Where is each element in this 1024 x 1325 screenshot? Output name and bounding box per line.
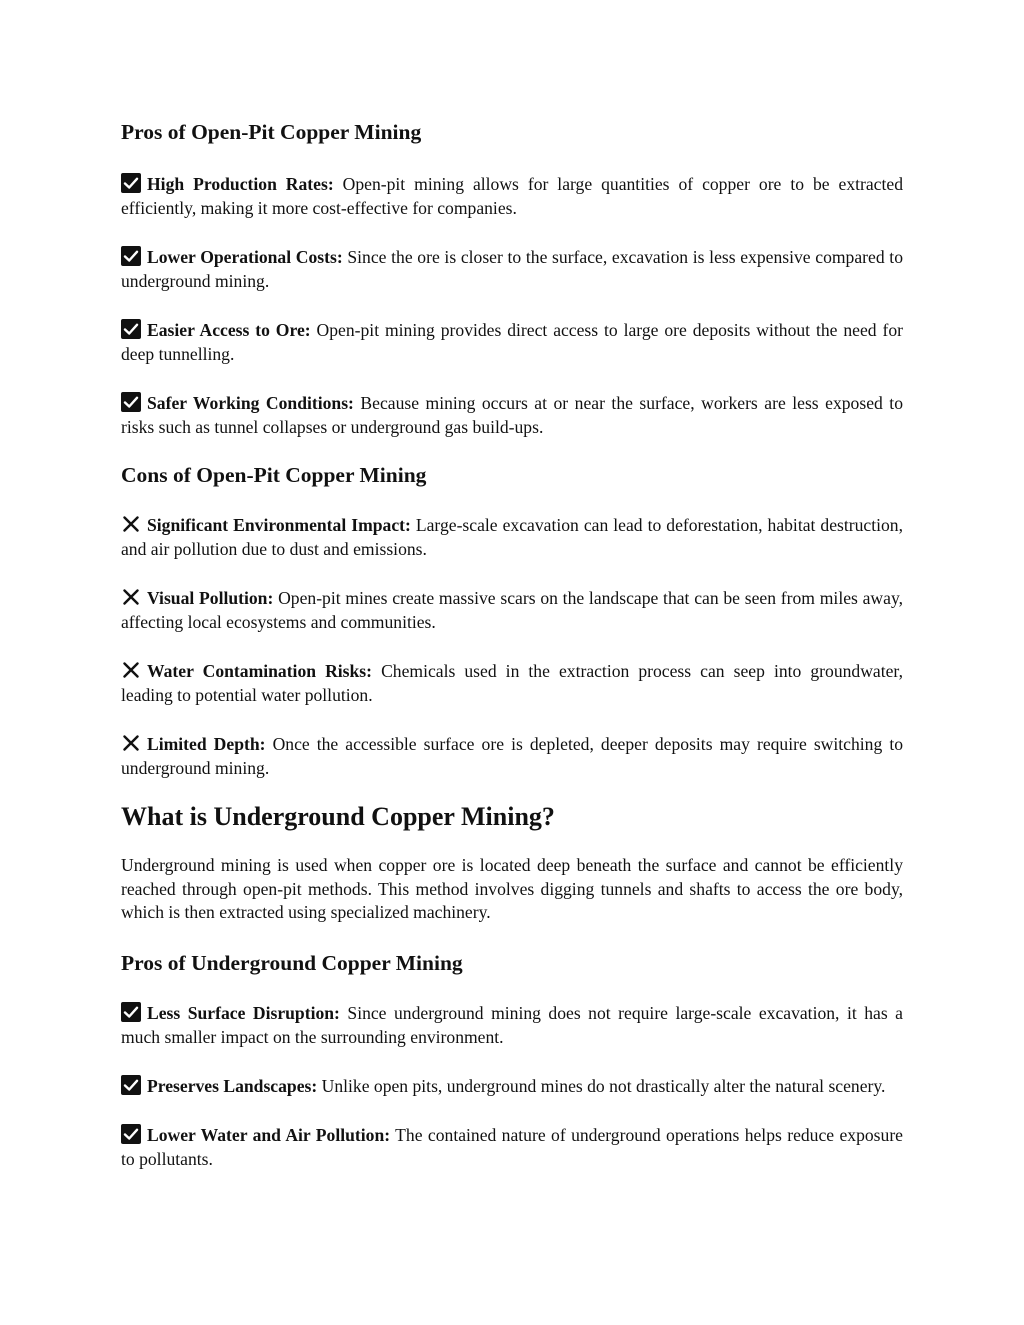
item-text: Large-scale excavation can lead to deforestation, habitat destruction, and air pollution due to dust and emissions. (121, 515, 903, 559)
list-item (121, 586, 903, 634)
item-lead: Safer Working Conditions: (147, 393, 354, 413)
cross-mark-icon (121, 733, 141, 753)
underground-paragraph: Underground mining is used when copper ore is located deep beneath the surface and cannot be efficiently reached through open-pit methods. This method involves digging tunnels and shafts to access the ore body, which is then extracted using specialized machinery. (121, 855, 903, 922)
item-lead: Preserves Landscapes: (147, 1075, 318, 1096)
check-mark-icon (121, 392, 141, 412)
list-item (121, 659, 903, 707)
section-heading-pros-open-pit: Pros of Open-Pit Copper Mining (121, 120, 422, 144)
list-item (121, 318, 903, 366)
list-item (121, 391, 903, 439)
list-item (121, 1001, 903, 1049)
list-item (121, 1074, 903, 1098)
item-text: Because mining occurs at or near the surface, workers are less exposed to risks such as tunnel collapses or underground gas build-ups. (121, 393, 903, 437)
item-lead: Visual Pollution: (147, 588, 274, 608)
item-text: Unlike open pits, underground mines do not drastically alter the natural scenery. (317, 1075, 886, 1096)
item-text: Chemicals used in the extraction process can seep into groundwater, leading to potential water pollution. (121, 661, 903, 705)
check-mark-icon (121, 1124, 141, 1144)
cross-mark-icon (121, 514, 141, 534)
check-mark-icon (121, 319, 141, 339)
list-item (121, 1123, 903, 1171)
item-text: Open-pit mining provides direct access to large ore deposits without the need for deep tunnelling. (121, 320, 903, 364)
item-lead: Easier Access to Ore: (147, 320, 311, 340)
list-item (121, 245, 903, 293)
item-text: Since underground mining does not require large-scale excavation, it has a much smaller impact on the surrounding environment. (121, 1002, 903, 1047)
check-mark-icon (121, 246, 141, 266)
section-heading-cons-open-pit: Cons of Open-Pit Copper Mining (121, 463, 427, 487)
cross-mark-icon (121, 660, 141, 680)
item-lead: High Production Rates: (147, 174, 334, 194)
section-heading-pros-underground: Pros of Underground Copper Mining (121, 950, 463, 975)
item-text: Once the accessible surface ore is depleted, deeper deposits may require switching to underground mining. (121, 734, 904, 778)
list-item (121, 732, 903, 780)
item-text: Since the ore is closer to the surface, excavation is less expensive compared to underground mining. (121, 247, 903, 291)
item-lead: Water Contamination Risks: (147, 661, 373, 681)
item-text: The contained nature of underground operations helps reduce exposure to pollutants. (121, 1124, 903, 1169)
item-lead: Significant Environmental Impact: (147, 515, 411, 535)
check-mark-icon (121, 173, 141, 193)
item-text: Open-pit mines create massive scars on the landscape that can be seen from miles away, affecting local ecosystems and communities. (121, 588, 904, 632)
item-text: Open-pit mining allows for large quantities of copper ore to be extracted efficiently, making it more cost-effective for companies. (121, 174, 903, 218)
item-lead: Limited Depth: (147, 734, 266, 754)
list-item (121, 513, 903, 561)
item-lead: Lower Water and Air Pollution: (147, 1124, 391, 1145)
document-page (121, 118, 903, 1171)
section-heading-underground: What is Underground Copper Mining? (121, 802, 555, 831)
item-lead: Less Surface Disruption: (147, 1002, 340, 1023)
cross-mark-icon (121, 587, 141, 607)
list-item (121, 172, 903, 220)
check-mark-icon (121, 1075, 141, 1095)
check-mark-icon (121, 1002, 141, 1022)
item-lead: Lower Operational Costs: (147, 247, 343, 267)
